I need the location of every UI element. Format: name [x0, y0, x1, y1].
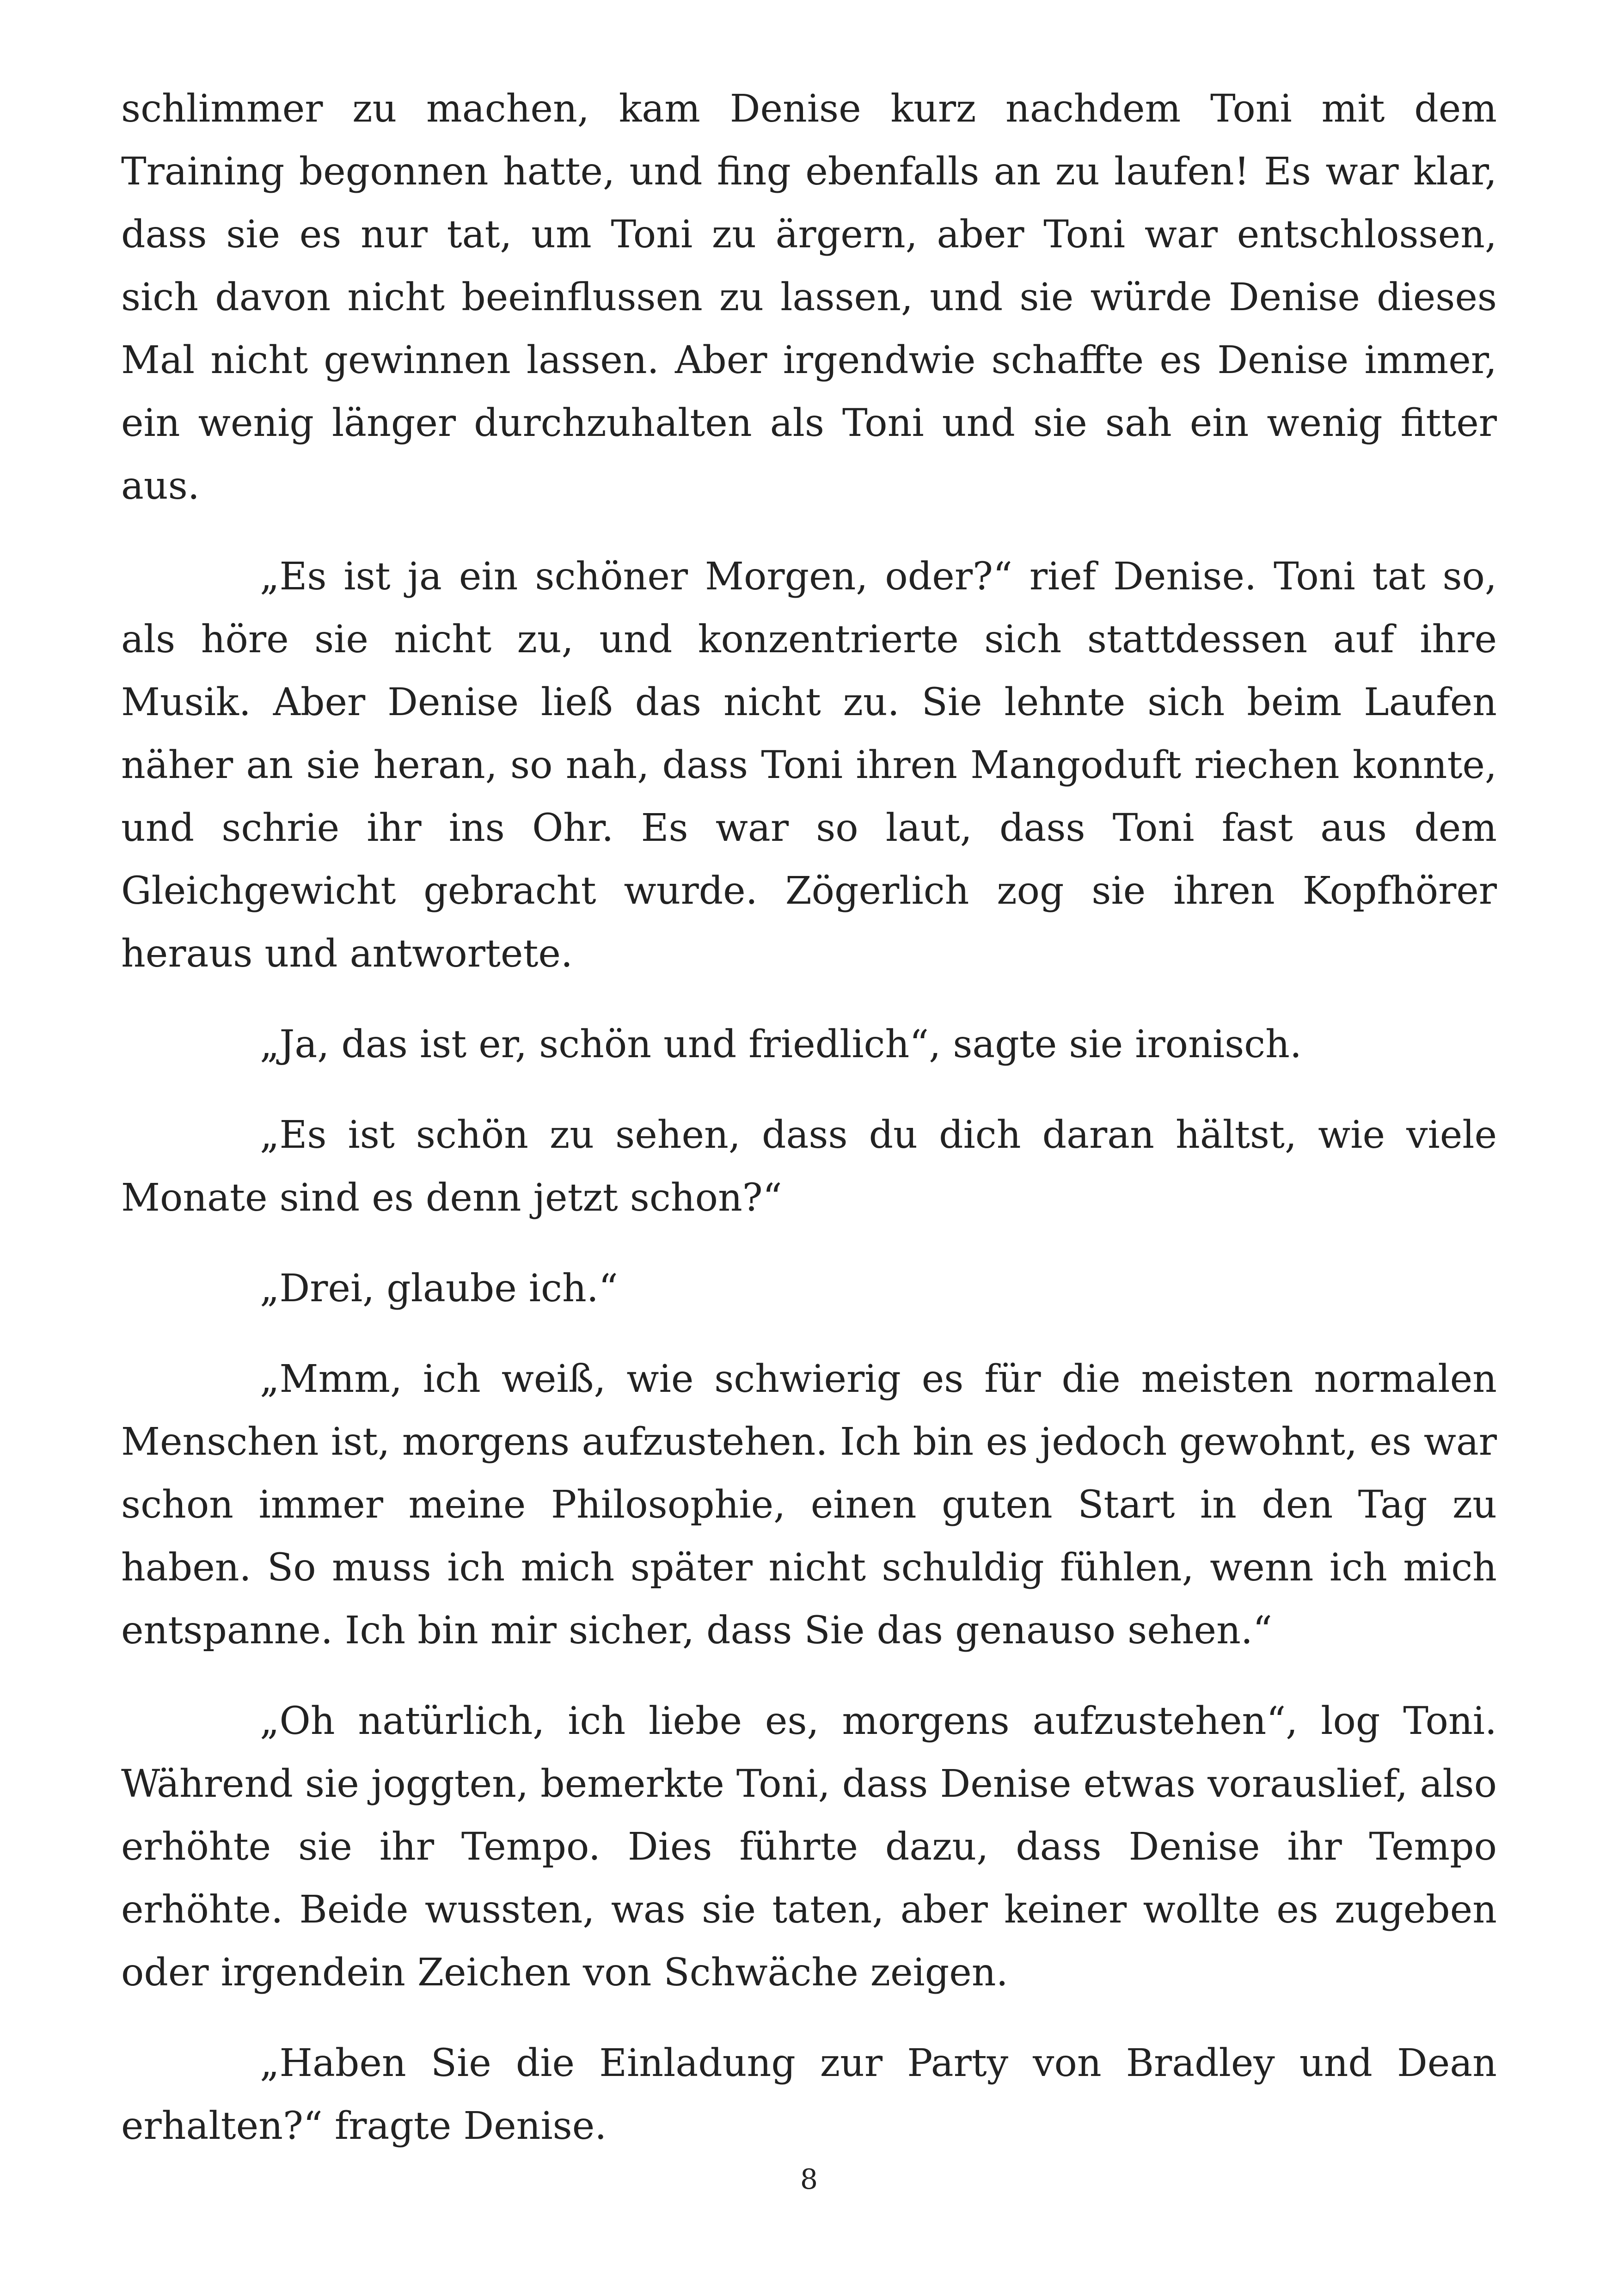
- paragraph-dialogue: „Es ist ja ein schöner Morgen, oder?“ rief Denise. Toni tat so, als höre sie nicht zu, und konzentrierte sich stattdessen auf ihre Musik. Aber Denise ließ das nicht zu. Sie lehnte sich beim Laufen näher an sie heran, so nah, dass Toni ihren Mangoduft riechen konnte, und schrie ihr ins Ohr. Es war so laut, dass Toni fast aus dem Gleichgewicht gebracht wurde. Zögerlich zog sie ihren Kopfhörer heraus und antwortete.: [121, 555, 1497, 976]
- paragraph-dialogue: „Mmm, ich weiß, wie schwierig es für die meisten normalen Menschen ist, morgens aufzustehen. Ich bin es jedoch gewohnt, es war schon immer meine Philosophie, einen guten Start in den Tag zu haben. So muss ich mich später nicht schuldig fühlen, wenn ich mich entspanne. Ich bin mir sicher, dass Sie das genauso sehen.“: [121, 1357, 1497, 1653]
- paragraph-continuation: schlimmer zu machen, kam Denise kurz nachdem Toni mit dem Training begonnen hatte, und fing ebenfalls an zu laufen! Es war klar, dass sie es nur tat, um Toni zu ärgern, aber Toni war entschlossen, sich davon nicht beeinflussen zu lassen, und sie würde Denise dieses Mal nicht gewinnen lassen. Aber irgendwie schaffte es Denise immer, ein wenig länger durchzuhalten als Toni und sie sah ein wenig fitter aus.: [121, 87, 1497, 508]
- paragraph-dialogue: „Ja, das ist er, schön und friedlich“, sagte sie ironisch.: [260, 1022, 1302, 1066]
- document-body: [121, 78, 1497, 2186]
- paragraph-dialogue: „Es ist schön zu sehen, dass du dich daran hältst, wie viele Monate sind es denn jetzt schon?“: [121, 1113, 1497, 1220]
- paragraph-dialogue: „Haben Sie die Einladung zur Party von Bradley und Dean erhalten?“ fragte Denise.: [121, 2041, 1497, 2148]
- page-number: 8: [800, 2163, 818, 2196]
- paragraph-dialogue: „Oh natürlich, ich liebe es, morgens aufzustehen“, log Toni. Während sie joggten, bemerkte Toni, dass Denise etwas vorauslief, also erhöhte sie ihr Tempo. Dies führte dazu, dass Denise ihr Tempo erhöhte. Beide wussten, was sie taten, aber keiner wollte es zugeben oder irgendein Zeichen von Schwäche zeigen.: [121, 1699, 1497, 1995]
- paragraph-dialogue: „Drei, glaube ich.“: [260, 1267, 618, 1310]
